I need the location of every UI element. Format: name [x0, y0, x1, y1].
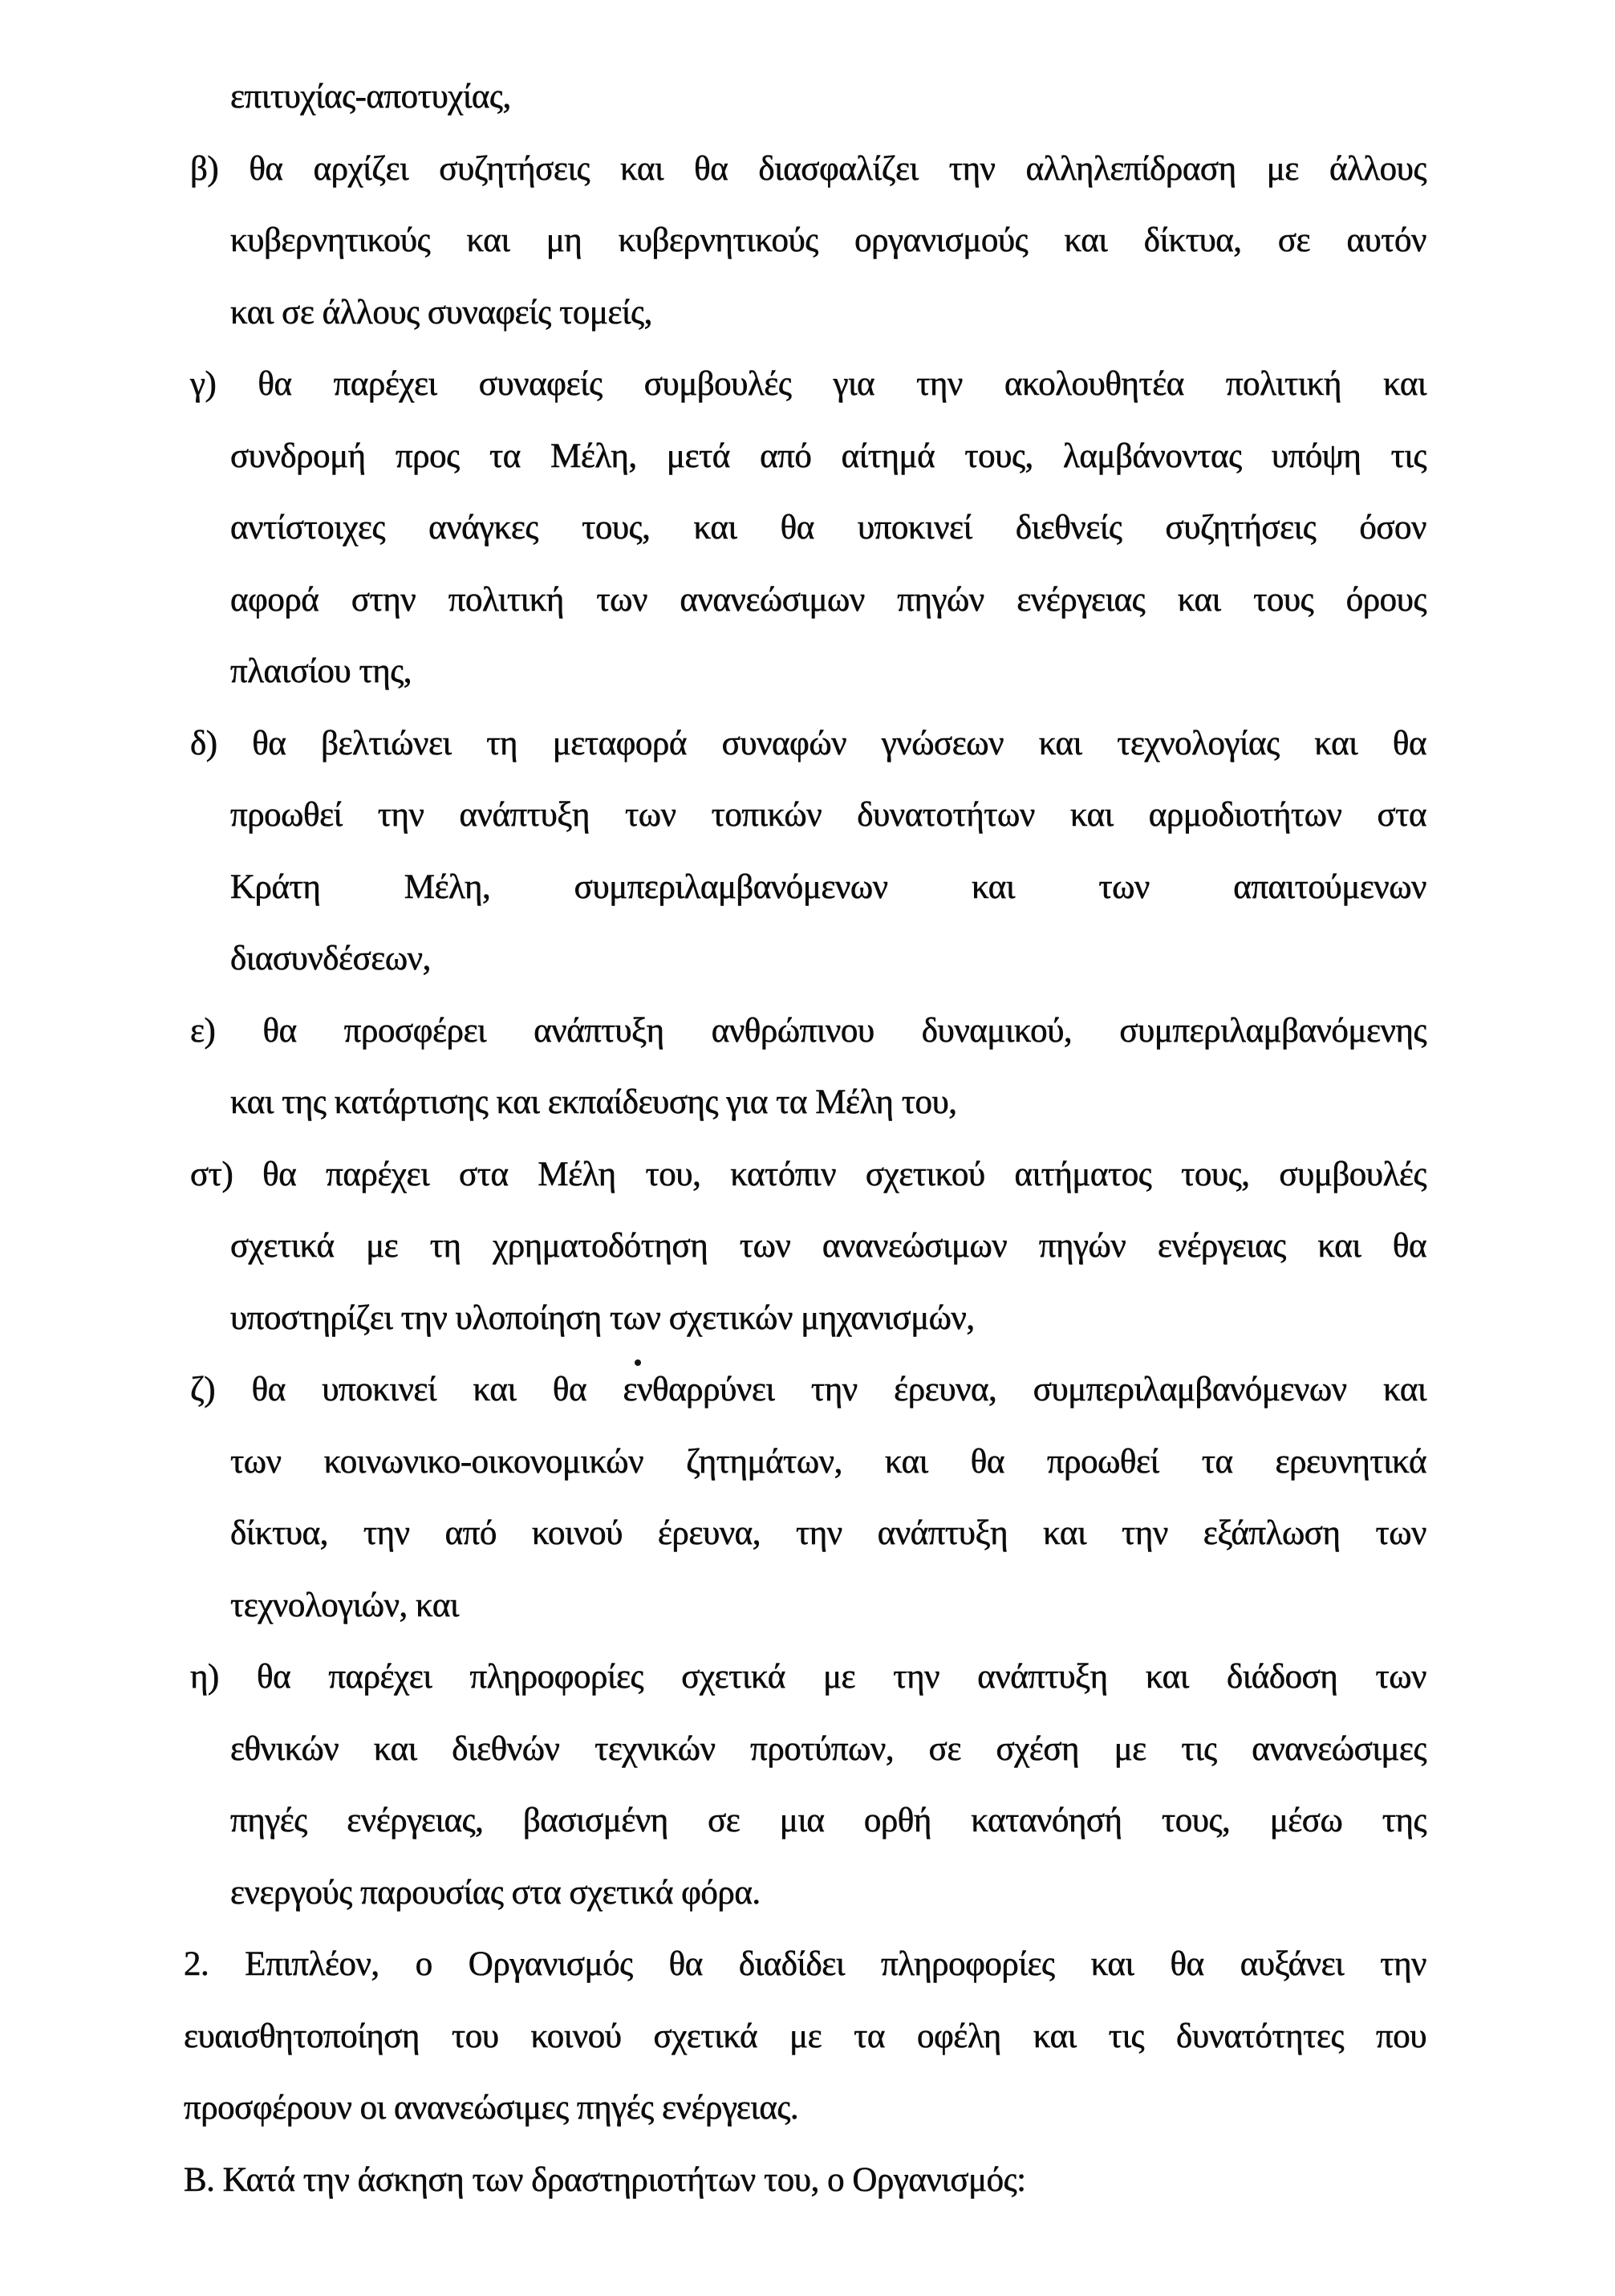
- text-line: Β. Κατά την άσκηση των δραστηριοτήτων του, ο Οργανισμός:: [184, 2160, 1026, 2199]
- text-line: γ) θα παρέχει συναφείς συμβουλές για την ακολουθητέα πολιτική και: [190, 365, 1426, 403]
- paragraph: [190, 995, 1426, 1139]
- text-line: αφορά στην πολιτική των ανανεώσιμων πηγών ενέργειας και τους όρους: [230, 580, 1426, 619]
- text-line: και της κατάρτισης και εκπαίδευσης για τα Μέλη του,: [230, 1083, 957, 1121]
- text-line: στ) θα παρέχει στα Μέλη του, κατόπιν σχετικού αιτήματος τους, συμβουλές: [190, 1155, 1426, 1193]
- text-line: πηγές ενέργειας, βασισμένη σε μια ορθή κατανόησή τους, μέσω της: [230, 1802, 1426, 1839]
- text-line: προωθεί την ανάπτυξη των τοπικών δυνατοτήτων και αρμοδιοτήτων στα: [230, 796, 1426, 834]
- paragraph: [190, 708, 1426, 995]
- text-line: υποστηρίζει την υλοποίηση των σχετικών μηχανισμών,: [230, 1298, 975, 1337]
- text-line: προσφέρουν οι ανανεώσιμες πηγές ενέργειας.: [184, 2089, 799, 2127]
- text-line: σχετικά με τη χρηματοδότηση των ανανεώσιμων πηγών ενέργειας και θα: [230, 1227, 1426, 1265]
- text-line: τεχνολογιών, και: [230, 1586, 459, 1624]
- stray-dot-artifact: [635, 1359, 641, 1366]
- paragraph: [230, 61, 1426, 133]
- paragraph: [190, 1139, 1426, 1355]
- text-line: πλαισίου της,: [230, 652, 412, 690]
- text-line: δίκτυα, την από κοινού έρευνα, την ανάπτυξη και την εξάπλωση των: [230, 1514, 1426, 1552]
- text-line: συνδρομή προς τα Μέλη, μετά από αίτημά τους, λαμβάνοντας υπόψη τις: [230, 437, 1426, 475]
- paragraph: [190, 348, 1426, 708]
- text-line: ζ) θα υποκινεί και θα ενθαρρύνει την έρευνα, συμπεριλαμβανόμενων και: [190, 1371, 1426, 1408]
- paragraph: [190, 1354, 1426, 1641]
- paragraph: [184, 1928, 1426, 2144]
- text-line: ενεργούς παρουσίας στα σχετικά φόρα.: [230, 1873, 761, 1912]
- text-line: η) θα παρέχει πληροφορίες σχετικά με την ανάπτυξη και διάδοση των: [190, 1658, 1426, 1696]
- text-block: [184, 61, 1426, 2216]
- text-line: δ) θα βελτιώνει τη μεταφορά συναφών γνώσεων και τεχνολογίας και θα: [190, 724, 1426, 762]
- text-line: β) θα αρχίζει συζητήσεις και θα διασφαλίζει την αλληλεπίδραση με άλλους: [190, 149, 1426, 188]
- text-line: 2. Επιπλέον, ο Οργανισμός θα διαδίδει πληροφορίες και θα αυξάνει την: [184, 1945, 1426, 1983]
- text-line: επιτυχίας-αποτυχίας,: [230, 78, 511, 116]
- text-line: Κράτη Μέλη, συμπεριλαμβανόμενων και των απαιτούμενων: [230, 868, 1426, 906]
- text-line: των κοινωνικο-οικονομικών ζητημάτων, και θα προωθεί τα ερευνητικά: [230, 1442, 1426, 1481]
- text-line: ε) θα προσφέρει ανάπτυξη ανθρώπινου δυναμικού, συμπεριλαμβανόμενης: [190, 1011, 1426, 1050]
- paragraph: [190, 133, 1426, 349]
- text-line: αντίστοιχες ανάγκες τους, και θα υποκινεί διεθνείς συζητήσεις όσον: [230, 509, 1426, 547]
- paragraph: [184, 2144, 1426, 2217]
- paragraph: [190, 1641, 1426, 1928]
- text-line: διασυνδέσεων,: [230, 940, 431, 977]
- text-line: εθνικών και διεθνών τεχνικών προτύπων, σε σχέση με τις ανανεώσιμες: [230, 1729, 1426, 1768]
- text-line: και σε άλλους συναφείς τομείς,: [230, 293, 652, 331]
- text-line: κυβερνητικούς και μη κυβερνητικούς οργανισμούς και δίκτυα, σε αυτόν: [230, 221, 1426, 259]
- text-line: ευαισθητοποίηση του κοινού σχετικά με τα οφέλη και τις δυνατότητες που: [184, 2017, 1426, 2055]
